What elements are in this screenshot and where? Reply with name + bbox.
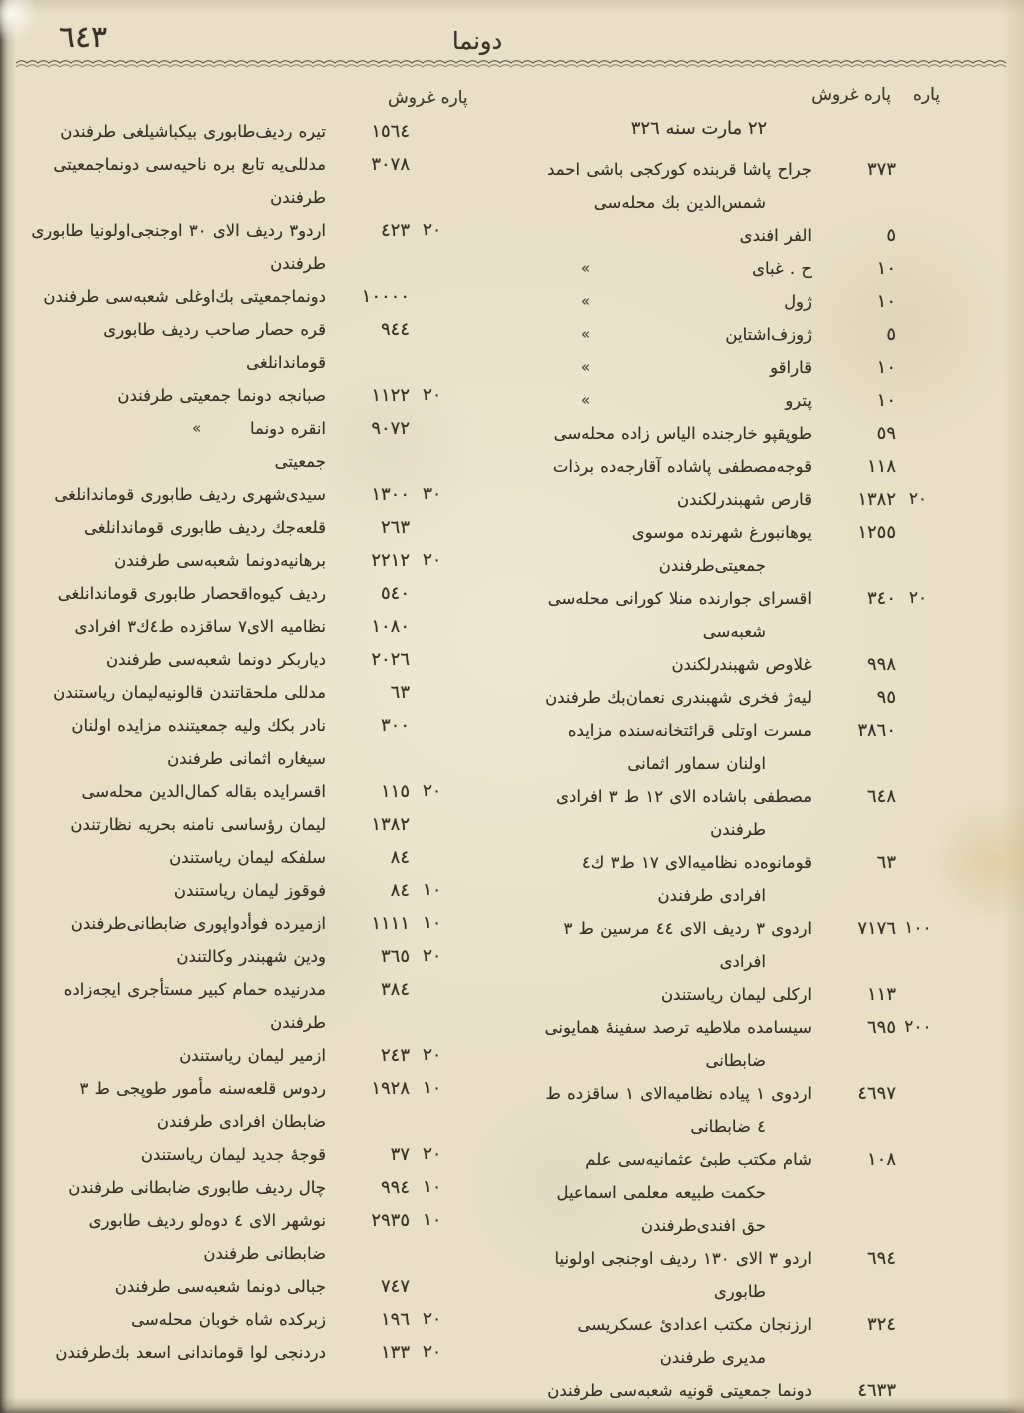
ledger-entry [22,775,454,808]
para-amount: ٢٠ [422,781,442,801]
ledger-entry [22,808,454,841]
ledger-entry [22,874,454,907]
ledger-entry [22,148,454,214]
ledger-entry [538,1374,940,1407]
ledger-entry [22,643,454,676]
entry-text: ازميرده فوأدواپورى ضابطانى‌طرفندن [70,914,326,933]
ledger-entry [22,544,454,577]
entry-text: سيسامده ملاطيه ترصد سفينهٔ همايونى ضابطانى [544,1018,812,1070]
para-amount: ٢٠ [422,550,442,570]
ledger-entry [538,780,940,846]
entry-text: سيدى‌شهرى رديف طابورى قوماندانلغى [54,485,326,504]
ledger-entry [538,318,940,351]
entry-text: اردوى ٣ رديف الاى ٤٤ مرسين ط ٣ افرادى [563,919,812,971]
gurush-amount: ١٠ [876,291,896,312]
entry-text: سلفكه ليمان رياستندن [169,848,326,867]
entry-text: مدللى‌يه تابع بره ناحيه‌سى دونماجمعيتى طرفندن [53,155,326,207]
ledger-entry [538,1077,940,1143]
gurush-amount: ١٣٠٠ [371,484,410,505]
ledger-entry [538,912,940,978]
entry-text: دردنجى لوا قوماندانى اسعد بك‌طرفندن [55,1343,326,1362]
gurush-amount: ١٩٢٨ [371,1078,410,1099]
entry-text: » قاراقو [580,358,812,377]
entry-text: مدللى ملحقاتندن قالونيه‌ليمان رياستندن [53,683,326,702]
ledger-entry [538,252,940,285]
gurush-amount: ٧١٧٦ [857,918,896,939]
para-amount: ٣٠ [422,484,442,504]
entry-text: » انقره دونما جمعيتى [22,412,326,478]
ledger-entry [538,153,940,219]
ledger-entry [22,1204,454,1270]
gurush-amount: ٣٨٦٠ [857,720,896,741]
para-amount: ٢٠ [422,1045,442,1065]
entry-text: مدرنيده حمام كبير مستأجرى ايجه‌زاده طرفندن [63,980,326,1032]
gurush-amount: ٢٦٣ [380,517,410,538]
para-amount: ٢٠ [422,1309,442,1329]
gurush-amount: ٤٦٣٣ [857,1380,896,1401]
entry-text: نادر بكك وليه جمعيتنده مزايده اولنان سيغاره اثمانى طرفندن [71,716,326,768]
entry-text: » ح . غباى [580,259,812,278]
gurush-amount: ٦٣ [390,682,410,703]
entry-text: ازمير ليمان رياستندن [179,1046,326,1065]
ledger-entry [538,648,940,681]
ledger-entry [22,577,454,610]
gurush-amount: ١٠٠٠٠ [361,286,410,307]
entry-text: نظاميه الاى٧ ساقزده ط٤ك٣ افرادى [74,617,326,636]
ledger-entry [538,483,940,516]
entry-text: چال رديف طابورى ضابطانى طرفندن [68,1178,326,1197]
para-amount: ٢٠ [422,220,442,240]
entry-text: اردوى ١ پياده نظاميه‌الاى ١ ساقزده ط ٤ ضابطانى [545,1084,812,1136]
entry-text: الفر افندى [739,226,812,245]
gurush-amount: ١١١١ [371,913,410,934]
page-number: ٦٤٣ [58,20,108,55]
gurush-amount: ٣٠٧٨ [371,154,410,175]
entry-text: قلعه‌جك رديف طابورى قوماندانلغى [83,518,326,537]
para-amount: ٢٠ [908,588,928,608]
ledger-entry [538,219,940,252]
entry-text: فوقوز ليمان رياستندن [173,881,326,900]
entry-text: دياربكر دونما شعبه‌سى طرفندن [105,650,326,669]
entry-text: ليه‌ژ فخرى شهبندرى نعمان‌بك طرفندن [545,688,812,707]
ledger-entry [22,379,454,412]
entry-text: قوجهٔ جديد ليمان رياستندن [140,1145,326,1164]
gurush-amount: ٥ [886,225,896,246]
entry-text: قارص شهبندرلكندن [677,490,812,509]
para-amount: ١٠ [422,1177,442,1197]
ledger-entry [22,709,454,775]
gurush-amount: ٣٦٥ [380,946,410,967]
gurush-amount: ١٢٥٥ [857,522,896,543]
entry-text: رديف كيوه‌اقحصار طابورى قوماندانلغى [57,584,326,603]
ledger-entry [22,1138,454,1171]
gurush-amount: ٣٧ [390,1144,410,1165]
gurush-amount: ١٠ [876,258,896,279]
ledger-entry [538,351,940,384]
entry-text: صبانجه دونما جمعيتى طرفندن [117,386,326,405]
para-amount: ١٠ [422,880,442,900]
ledger-entry [22,907,454,940]
gurush-amount: ١١٢٢ [371,385,410,406]
ledger-entry [538,417,940,450]
right-entries-list [538,153,940,1407]
para-amount: ٢٠ [422,385,442,405]
gurush-amount: ٣٢٤ [866,1314,896,1335]
entry-text: قوجه‌مصطفى پاشاده آقارجه‌ده برذات [552,457,812,476]
entry-text: اقسراى جوارنده منلا كورانى محله‌سى شعبه‌سى [547,589,812,641]
entry-text: قره حصار صاحب رديف طابورى قوماندانلغى [103,320,326,372]
ledger-entry [22,841,454,874]
gurush-amount: ٨٤ [390,880,410,901]
gurush-amount: ٥٤٠ [380,583,410,604]
gurush-amount: ١٠ [876,390,896,411]
ledger-entry [22,1270,454,1303]
right-column-header [811,85,940,105]
gurush-amount: ٩٩٤ [380,1177,410,1198]
gurush-amount: ١٠٨ [866,1149,896,1170]
para-amount: ٢٠ [422,1144,442,1164]
gurush-amount: ٢٩٣٥ [371,1210,410,1231]
entry-text: » ژوزف‌اشتاين [580,325,812,344]
ledger-entry [22,115,454,148]
gurush-amount: ١١٣ [866,984,896,1005]
ledger-entry [538,1143,940,1242]
entry-text: اردو ٣ الاى ١٣٠ رديف اوجنجى اولونيا طابورى [554,1249,812,1301]
left-ledger-column [22,115,454,1369]
ledger-entry [538,978,940,1011]
gurush-amount: ٤٢٣ [380,220,410,241]
para-amount: ١٠ [422,1210,442,1230]
para-amount: ١٠٠ [904,918,932,938]
ledger-entry [22,676,454,709]
ledger-entry [538,846,940,912]
ledger-entry [22,412,454,478]
gurush-amount: ٩٥ [876,687,896,708]
ledger-entry [22,478,454,511]
para-amount: ٢٠ [422,946,442,966]
gurush-amount: ٤٦٩٧ [857,1083,896,1104]
para-amount: ٢٠ [422,1342,442,1362]
ledger-entry [22,1072,454,1138]
gurush-amount: ١٣٣ [380,1342,410,1363]
gurush-amount: ٥٩ [876,423,896,444]
ledger-entry [538,681,940,714]
ledger-entry [22,280,454,313]
gurush-amount: ١٥٦٤ [371,121,410,142]
entry-text: جراح پاشا قربنده كوركجى باشى احمد شمس‌الدين بك محله‌سى [547,160,812,212]
entry-text: اردو٣ رديف الاى ٣٠ اوجنجى‌اولونيا طابورى طرفندن [31,221,326,273]
ledger-entry [538,1308,940,1374]
ditto-mark: » [192,419,202,437]
entry-text: ردوس قلعه‌سنه مأمور طوپجى ط ٣ ضابطان افرادى طرفندن [79,1079,326,1131]
entry-text: ارزنجان مكتب اعدادىٔ عسكريسى مديرى طرفندن [577,1315,812,1367]
entry-text: تيره رديف‌طابورى بيكباشيلغى طرفندن [60,122,326,141]
para-amount: ١٠ [422,913,442,933]
gurush-amount: ٦٩٥ [866,1017,896,1038]
ledger-entry [22,1336,454,1369]
ledger-entry [538,285,940,318]
gurush-amount: ٢٢١٢ [371,550,410,571]
gurush-amount: ٩٤٤ [380,319,410,340]
ledger-entry [22,511,454,544]
gurush-amount: ١١٨ [866,456,896,477]
page-title: دونما [452,27,503,55]
gurush-amount: ١٣٨٢ [857,489,896,510]
date-line: ٢٢ مارت سنه ٣٢٦ [630,118,768,139]
gurush-amount: ١١٥ [380,781,410,802]
ledger-entry [22,1039,454,1072]
ledger-entry [538,714,940,780]
gurush-amount: ٨٤ [390,847,410,868]
entry-text: قومانوه‌ده نظاميه‌الاى ١٧ ط٣ ك٤ افرادى طرفندن [581,853,812,905]
gurush-amount: ٣٠٠ [380,715,410,736]
ledger-entry [22,973,454,1039]
left-entries-list [22,115,454,1369]
entry-text: ودين شهبندر وكالتندن [176,947,326,966]
gurush-amount: ٢٤٣ [380,1045,410,1066]
entry-text: برهانيه‌دونما شعبه‌سى طرفندن [114,551,326,570]
entry-text: اركلى ليمان رياستندن [661,985,812,1004]
right-ledger-column [538,112,940,1407]
entry-text: شام مكتب طبىٔ عثمانيه‌سى علم حكمت طبيعه معلمى اسماعيل حق افندى‌طرفندن [556,1150,812,1235]
para-amount: ٢٠٠ [904,1017,932,1037]
para-gurush-label: پاره غروش [388,88,468,108]
gurush-amount: ٩٩٨ [866,654,896,675]
entry-text: مسرت اوتلى قرائتخانه‌سنده مزايده اولنان سماور اثمانى [567,721,812,773]
entry-text: دونماجمعيتى بك‌اوغلى شعبه‌سى طرفندن [43,287,326,306]
ledger-entry [538,384,940,417]
entry-text: غلاوص شهبندرلكندن [671,655,812,674]
gurush-amount: ١٠٨٠ [371,616,410,637]
ledger-entry [538,450,940,483]
gurush-amount: ١٠ [876,357,896,378]
ledger-entry [22,214,454,280]
entry-text: طوپقپو خارجنده الياس زاده محله‌سى [553,424,812,443]
ledger-entry [538,1011,940,1077]
ledger-entry [538,516,940,582]
entry-text: نوشهر الاى ٤ دوه‌لو رديف طابورى ضابطانى طرفندن [88,1211,326,1263]
entry-text: مصطفى باشاده الاى ١٢ ط ٣ افرادى طرفندن [556,787,812,839]
entry-text: يوهانبورغ شهرنده موسوى جمعيتى‌طرفندن [631,523,812,575]
gurush-amount: ٦٤٨ [866,786,896,807]
entry-text: جبالى دونما شعبه‌سى طرفندن [114,1277,326,1296]
entry-text: دونما جمعيتى قونيه شعبه‌سى طرفندن [547,1381,812,1400]
ledger-entry [22,1171,454,1204]
entry-text: ليمان رؤساسى نامنه بحريه نظارتندن [70,815,326,834]
para-gurush-label: پاره غروش [811,85,891,105]
gurush-amount: ٧٤٧ [380,1276,410,1297]
para-amount: ١٠ [422,1078,442,1098]
entry-text: اقسرايده بقاله كمال‌الدين محله‌سى [81,782,326,801]
gurush-amount: ١٩٦ [380,1309,410,1330]
ledger-entry [538,582,940,648]
wavy-divider-rule [14,56,1010,70]
para-amount: ٢٠ [908,489,928,509]
gurush-amount: ٦٣ [876,852,896,873]
ledger-entry [22,1303,454,1336]
gurush-amount: ١٣٨٢ [371,814,410,835]
entry-text: » ژول [580,292,812,311]
gurush-amount: ٢٠٢٦ [371,649,410,670]
entry-text: زبركده شاه خوبان محله‌سى [131,1310,326,1329]
gurush-amount: ٣٨٤ [380,979,410,1000]
left-column-header [388,88,468,108]
entry-text: » پترو [580,391,812,410]
ledger-entry [22,610,454,643]
para-column-label: پاره [912,85,940,105]
ledger-entry [22,313,454,379]
ledger-entry [538,1242,940,1308]
gurush-amount: ٣٤٠ [866,588,896,609]
gurush-amount: ٩٠٧٢ [371,418,410,439]
gurush-amount: ٣٧٣ [866,159,896,180]
ledger-entry [22,940,454,973]
gurush-amount: ٥ [886,324,896,345]
gurush-amount: ٦٩٤ [866,1248,896,1269]
